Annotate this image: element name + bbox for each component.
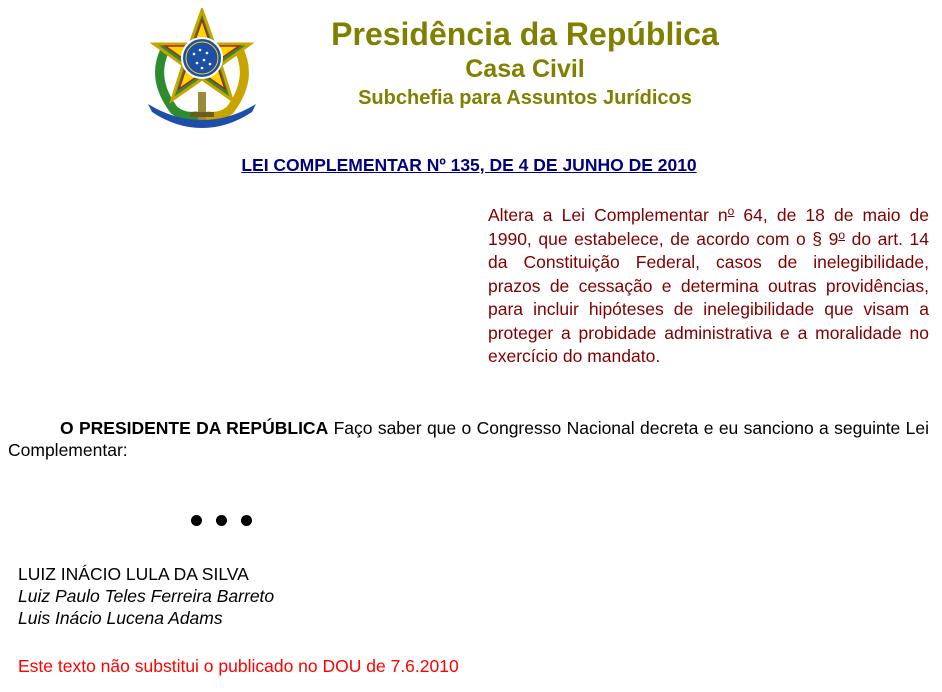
signature-minister-2: Luis Inácio Lucena Adams bbox=[18, 608, 223, 628]
ementa-superscript-2: o bbox=[838, 227, 846, 242]
preamble-paragraph bbox=[8, 417, 929, 461]
header-subchefia: Subchefia para Assuntos Jurídicos bbox=[358, 87, 692, 109]
signature-minister-1: Luiz Paulo Teles Ferreira Barreto bbox=[18, 586, 275, 606]
header-subtitle: Casa Civil bbox=[465, 55, 585, 83]
ellipsis-dot bbox=[191, 515, 202, 526]
ellipsis-dot bbox=[241, 515, 252, 526]
ementa-part-3: do art. 14 da Constituição Federal, casos de inelegibilidade, prazos de cessação e determina outras providências, para incluir hipóteses de inelegibilidade que visam a proteger a probidade administrativa e a moralidade no exercício do mandato. bbox=[488, 228, 929, 366]
ementa-text bbox=[488, 204, 929, 369]
disclaimer-note: Este texto não substitui o publicado no DOU de 7.6.2010 bbox=[18, 656, 459, 676]
preamble-bold: O PRESIDENTE DA REPÚBLICA bbox=[60, 418, 329, 438]
signatures-block bbox=[18, 563, 274, 629]
ementa-superscript-1: o bbox=[727, 204, 735, 218]
header-title: Presidência da República bbox=[331, 16, 719, 52]
coat-of-arms-emblem bbox=[144, 8, 260, 130]
law-title-link[interactable]: LEI COMPLEMENTAR Nº 135, DE 4 DE JUNHO DE 2010 bbox=[241, 155, 697, 175]
ementa-part-1: Altera a Lei Complementar n bbox=[488, 205, 728, 225]
page-header bbox=[0, 0, 942, 140]
ellipsis-dot bbox=[216, 515, 227, 526]
preamble-text: Faço saber que o Congresso Nacional decreta e eu sanciono a seguinte Lei Complementar: bbox=[8, 418, 929, 460]
header-titles bbox=[300, 14, 750, 112]
ellipsis-separator bbox=[189, 515, 259, 529]
signature-president: LUIZ INÁCIO LULA DA SILVA bbox=[18, 564, 249, 584]
ementa-part-2: 64, de 18 de maio de 1990, que estabelece, de acordo com o § 9 bbox=[488, 205, 929, 249]
